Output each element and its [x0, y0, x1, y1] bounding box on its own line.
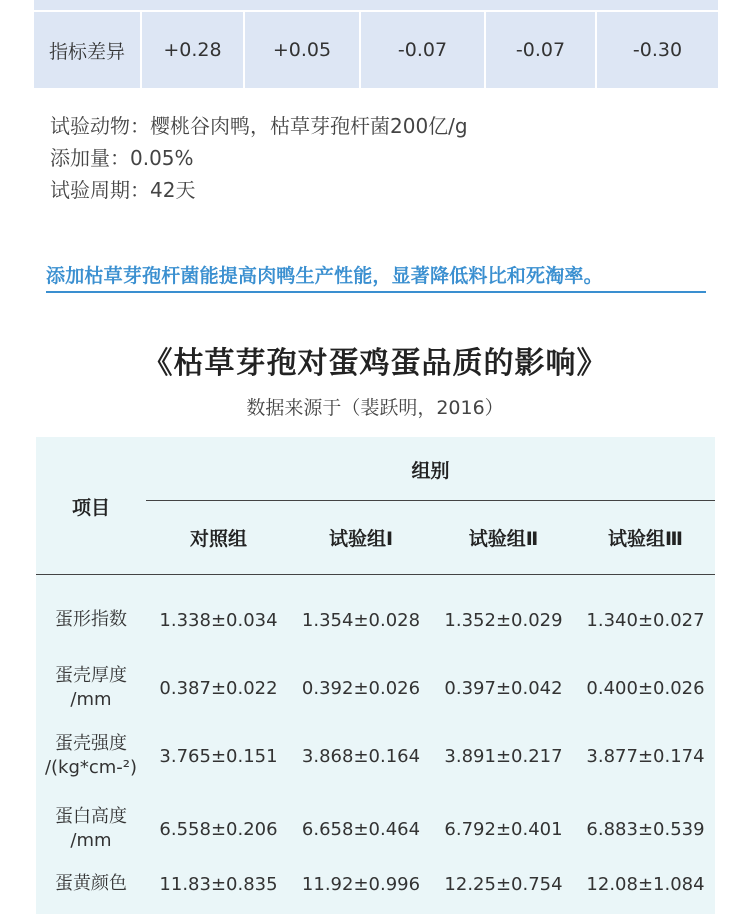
diff-value-cell: [359, 12, 484, 88]
conclusion-highlight: 添加枯草芽孢杆菌能提高肉鸭生产性能，显著降低料比和死淘率。: [46, 261, 706, 293]
table-cell: 0.397±0.042: [444, 677, 563, 699]
trial-period: 试验周期：42天: [50, 178, 196, 202]
table-cell: 1.338±0.034: [159, 609, 278, 631]
row-label-line2: /mm: [70, 689, 112, 710]
row-label: [36, 729, 146, 783]
section-title: 《枯草芽孢对蛋鸡蛋品质的影响》: [142, 346, 608, 381]
table-cell: 1.340±0.027: [586, 609, 705, 631]
diff-label-cell: [34, 12, 140, 88]
data-source: 数据来源于（裴跃明，2016）: [246, 397, 504, 419]
diff-value: -0.30: [632, 39, 683, 61]
table-cell: 3.877±0.174: [586, 745, 705, 767]
column-header-control: 对照组: [189, 528, 247, 550]
group-header: 组别: [411, 459, 450, 482]
diff-value: -0.07: [515, 39, 566, 61]
top-table-divider: [34, 10, 718, 12]
diff-value-cell: [484, 12, 595, 88]
table-row: [36, 729, 715, 783]
table-cell: 11.83±0.835: [159, 873, 278, 895]
row-label: [36, 595, 146, 645]
diff-value-cell: [595, 12, 718, 88]
table-cell: 6.883±0.539: [586, 818, 705, 840]
table-row: [36, 802, 715, 856]
table-cell: 1.352±0.029: [444, 609, 563, 631]
diff-value: +0.05: [272, 39, 332, 61]
table-cell: 3.891±0.217: [444, 745, 563, 767]
column-header-trial-1: 试验组Ⅰ: [328, 528, 394, 550]
diff-value: +0.28: [163, 39, 222, 61]
table-cell: 6.792±0.401: [444, 818, 563, 840]
table-row: [36, 869, 715, 899]
header-bottom-divider: [36, 574, 715, 575]
egg-quality-table: [36, 437, 715, 914]
diff-value: -0.07: [397, 39, 448, 61]
table-cell: 0.400±0.026: [586, 677, 705, 699]
row-label-line2: /mm: [70, 830, 112, 851]
table-cell: 0.387±0.022: [159, 677, 278, 699]
row-label: [36, 661, 146, 715]
table-cell: 1.354±0.028: [301, 609, 421, 631]
diff-value-cell: [140, 12, 243, 88]
row-label-line1: 蛋黄颜色: [55, 873, 127, 894]
row-label-line1: 蛋白高度: [55, 806, 127, 827]
table-cell: 3.868±0.164: [301, 745, 421, 767]
table-cell: 6.558±0.206: [159, 818, 278, 840]
row-label: [36, 869, 146, 899]
trial-animal: 试验动物：樱桃谷肉鸭，枯草芽孢杆菌200亿/g: [50, 114, 468, 138]
diff-value-cell: [243, 12, 359, 88]
diff-label: 指标差异: [48, 40, 125, 63]
trial-info: [50, 110, 468, 206]
top-diff-table: [34, 0, 718, 88]
table-cell: 0.392±0.026: [301, 677, 421, 699]
item-header: 项目: [71, 496, 110, 519]
row-label: [36, 802, 146, 856]
table-cell: 3.765±0.151: [159, 745, 278, 767]
row-label-line1: 蛋壳厚度: [55, 665, 127, 686]
column-header-trial-3: 试验组Ⅲ: [608, 528, 683, 550]
table-row: [36, 661, 715, 715]
row-label-line1: 蛋形指数: [55, 609, 127, 630]
column-header-trial-2: 试验组Ⅱ: [468, 528, 539, 550]
trial-dose: 添加量：0.05%: [50, 146, 194, 170]
table-row: [36, 595, 715, 645]
table-cell: 12.08±1.084: [586, 873, 705, 895]
row-label-line2: /(kg*cm-²): [44, 757, 138, 778]
table-cell: 6.658±0.464: [301, 818, 421, 840]
row-label-line1: 蛋壳强度: [54, 733, 127, 754]
table-cell: 11.92±0.996: [301, 873, 421, 895]
table-cell: 12.25±0.754: [444, 873, 563, 895]
